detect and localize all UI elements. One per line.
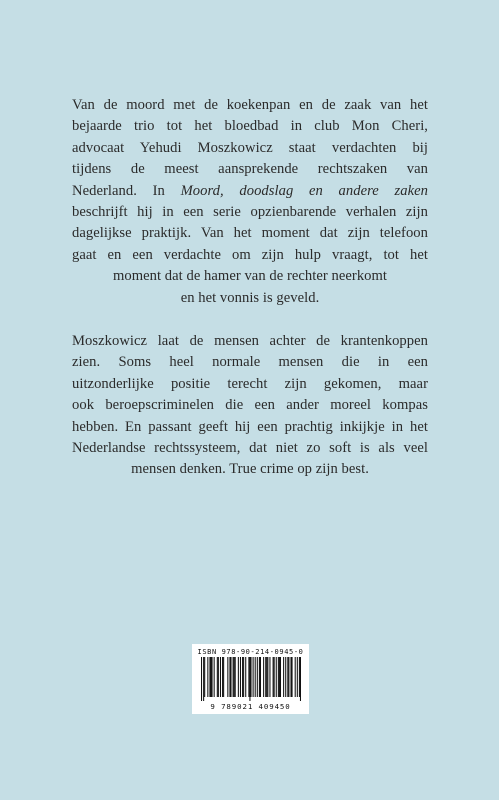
barcode-bar bbox=[274, 657, 275, 697]
barcode-bar bbox=[218, 657, 219, 697]
barcode-bar bbox=[276, 657, 277, 697]
barcode-bar bbox=[201, 657, 202, 701]
isbn-barcode bbox=[192, 644, 309, 714]
blurb-line: en het vonnis is geveld. bbox=[180, 289, 320, 306]
blurb-line: gaat en een verdachte om zijn hulp vraagt, tot het bbox=[72, 246, 428, 263]
barcode-bar bbox=[287, 657, 288, 697]
barcode-bar bbox=[242, 657, 243, 697]
barcode-bar bbox=[207, 657, 208, 697]
blurb-line: Van de moord met de koekenpan en de zaak van het bbox=[72, 97, 428, 113]
barcode-bar bbox=[245, 657, 246, 697]
barcode-bar bbox=[266, 657, 267, 697]
barcode-bar bbox=[290, 657, 291, 697]
barcode-bar bbox=[235, 657, 236, 697]
barcode-bar bbox=[267, 657, 268, 697]
blurb-line: bejaarde trio tot het bloedbad in club Mon Cheri, bbox=[72, 118, 428, 135]
barcode-bar bbox=[204, 657, 205, 697]
blurb-line bbox=[72, 181, 428, 202]
barcode-bar bbox=[222, 657, 223, 697]
barcode-bar bbox=[292, 657, 293, 697]
book-title-italic: Moord, doodslag en andere zaken bbox=[180, 182, 428, 199]
barcode-bar bbox=[278, 657, 279, 697]
blurb-line: hebben. En passant geeft hij een prachtig inkijkje in het bbox=[72, 418, 428, 435]
barcode-bar bbox=[263, 657, 264, 697]
barcode-bar bbox=[257, 657, 258, 697]
blurb-line: Nederlandse rechtssysteem, dat niet zo soft is als veel bbox=[72, 440, 428, 457]
barcode-bar bbox=[243, 657, 244, 697]
barcode-bar bbox=[260, 657, 261, 697]
barcode-bar bbox=[285, 657, 286, 697]
barcode-bar bbox=[283, 657, 284, 697]
barcode-bar bbox=[227, 657, 228, 697]
barcode-bar bbox=[297, 657, 298, 697]
blurb-line: beschrijft hij in een serie opzienbarende verhalen zijn bbox=[72, 204, 428, 221]
blurb-line: advocaat Yehudi Moszkowicz staat verdachten bij bbox=[72, 139, 428, 156]
barcode-bar bbox=[210, 657, 211, 697]
barcode-bar bbox=[249, 657, 250, 701]
barcode-bar bbox=[300, 657, 301, 701]
blurb-line: tijdens de meest aansprekende rechtszaken van bbox=[72, 161, 428, 178]
barcode-bar bbox=[280, 657, 281, 697]
barcode-bar bbox=[230, 657, 231, 697]
isbn-digits: 9 789021 409450 bbox=[210, 702, 291, 711]
barcode-bar bbox=[233, 657, 234, 697]
barcode-bar bbox=[223, 657, 224, 697]
blurb-paragraph-1 bbox=[72, 95, 428, 309]
barcode-bar bbox=[265, 657, 266, 697]
barcode-bar bbox=[217, 657, 218, 697]
blurb-paragraph-2 bbox=[72, 331, 428, 481]
barcode-bar bbox=[279, 657, 280, 697]
barcode-bar bbox=[269, 657, 270, 697]
blurb-line: moment dat de hamer van de rechter neerkomt bbox=[112, 268, 388, 285]
barcode-bar bbox=[273, 657, 274, 697]
barcode-bar bbox=[259, 657, 260, 697]
barcode-bar bbox=[209, 657, 210, 697]
blurb-line: Moszkowicz laat de mensen achter de krantenkoppen bbox=[72, 333, 428, 349]
barcode-bar bbox=[238, 657, 239, 697]
barcode-bar bbox=[203, 657, 204, 701]
barcode-bar bbox=[299, 657, 300, 697]
barcode-bar bbox=[253, 657, 254, 697]
barcode-bar bbox=[288, 657, 289, 697]
barcode-bar bbox=[240, 657, 241, 697]
blurb-line: dagelijkse praktijk. Van het moment dat zijn telefoon bbox=[72, 225, 428, 242]
blurb-line: mensen denken. True crime op zijn best. bbox=[131, 461, 369, 478]
blurb-line: zien. Soms heel normale mensen die in een bbox=[72, 354, 428, 371]
barcode-bars bbox=[201, 657, 301, 701]
blurb-line: uitzonderlijke positie terecht zijn gekomen, maar bbox=[72, 375, 428, 392]
barcode-bar bbox=[250, 657, 251, 697]
barcode-bar bbox=[248, 657, 249, 697]
barcode-bar bbox=[229, 657, 230, 697]
barcode-bar bbox=[214, 657, 215, 697]
barcode-bar bbox=[212, 657, 213, 697]
isbn-label: ISBN 978-90-214-0945-0 bbox=[197, 648, 304, 656]
barcode-bar bbox=[220, 657, 221, 697]
barcode-bar bbox=[234, 657, 235, 697]
blurb-text: Nederland. In bbox=[72, 182, 181, 199]
blurb-line: ook beroepscriminelen die een ander moreel kompas bbox=[72, 397, 428, 414]
barcode-bar bbox=[255, 657, 256, 697]
barcode-bar bbox=[295, 657, 296, 697]
